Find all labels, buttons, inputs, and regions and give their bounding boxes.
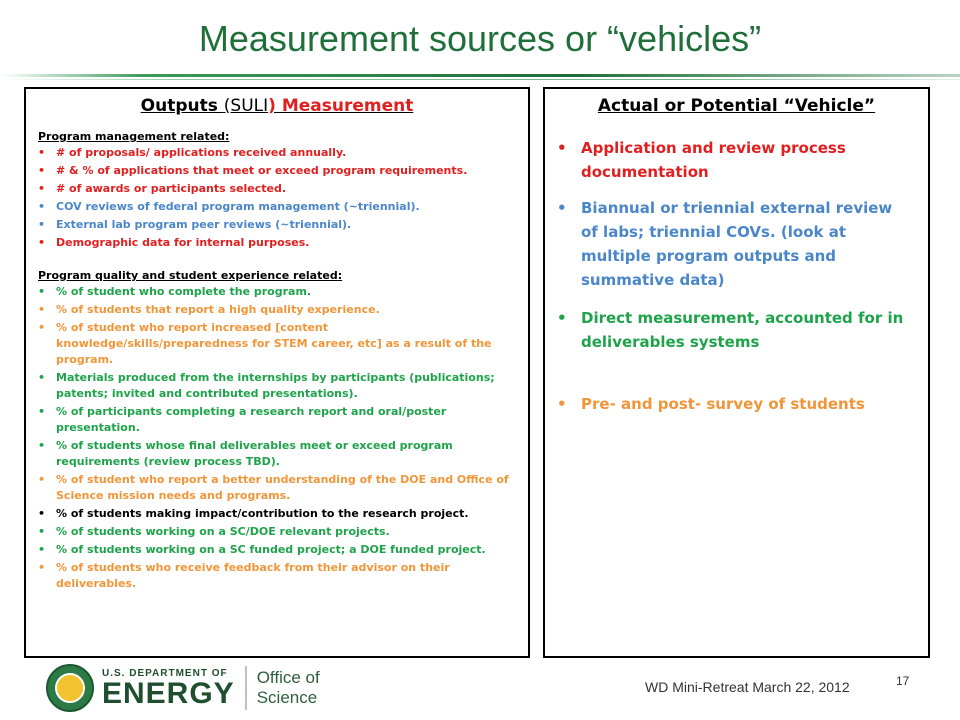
- list-item: • COV reviews of federal program management (~triennial).: [38, 199, 518, 215]
- list-item: • % of students working on a SC/DOE relevant projects.: [38, 524, 518, 540]
- outputs-title-suli: (SULI: [223, 96, 269, 116]
- doe-logo: [46, 664, 320, 712]
- list-item: • % of student who complete the program.: [38, 284, 518, 300]
- list-item: • # of awards or participants selected.: [38, 181, 518, 197]
- page-number: 17: [896, 674, 910, 688]
- list-item: • Materials produced from the internships by participants (publications; patents; invited and contributed presentations).: [38, 370, 518, 402]
- list-item: • % of students that report a high quality experience.: [38, 302, 518, 318]
- doe-department-label: U.S. DEPARTMENT OF: [102, 667, 228, 679]
- title-divider: [0, 74, 960, 77]
- list-item: • Biannual or triennial external review of labs; triennial COVs. (look at multiple program outputs and summative data): [557, 196, 914, 292]
- outputs-panel-title: [26, 96, 528, 116]
- logo-divider: [245, 666, 247, 710]
- program-quality-list: [38, 284, 518, 592]
- list-item: • External lab program peer reviews (~triennial).: [38, 217, 518, 233]
- outputs-title-measurement: ) Measurement: [268, 96, 414, 116]
- office-line-1: Office of: [256, 668, 320, 687]
- list-item: • Demographic data for internal purposes.: [38, 235, 518, 251]
- section-heading-program-quality: Program quality and student experience related:: [38, 269, 343, 282]
- vehicle-list: [557, 136, 914, 416]
- section-heading-program-management: Program management related:: [38, 130, 230, 143]
- list-item: • % of students who receive feedback from their advisor on their deliverables.: [38, 560, 518, 592]
- program-management-list: [38, 145, 518, 251]
- vehicle-panel: [543, 87, 930, 658]
- slide-title: Measurement sources or “vehicles”: [198, 18, 762, 59]
- doe-wordmark: [102, 668, 235, 709]
- title-divider-thin: [0, 79, 960, 80]
- event-caption: WD Mini-Retreat March 22, 2012: [645, 679, 850, 695]
- list-item: • % of participants completing a research report and oral/poster presentation.: [38, 404, 518, 436]
- outputs-panel: [24, 87, 530, 658]
- list-item: • % of students working on a SC funded project; a DOE funded project.: [38, 542, 518, 558]
- outputs-title-word: Outputs: [140, 96, 224, 116]
- office-of-science-label: [257, 668, 320, 708]
- list-item: • % of students making impact/contribution to the research project.: [38, 506, 518, 522]
- list-item: • Application and review process documentation: [557, 136, 914, 184]
- list-item: • % of student who report increased [content knowledge/skills/preparedness for STEM career, etc] as a result of the program.: [38, 320, 518, 368]
- office-line-2: Science: [256, 688, 318, 707]
- list-item: • Pre- and post- survey of students: [557, 392, 914, 416]
- doe-energy-label: ENERGY: [102, 676, 235, 710]
- list-item: • % of students whose final deliverables meet or exceed program requirements (review process TBD).: [38, 438, 518, 470]
- doe-seal-icon: [46, 664, 94, 712]
- list-item: • # & % of applications that meet or exceed program requirements.: [38, 163, 518, 179]
- list-item: • % of student who report a better understanding of the DOE and Office of Science mission needs and programs.: [38, 472, 518, 504]
- list-item: • # of proposals/ applications received annually.: [38, 145, 518, 161]
- vehicle-panel-title: Actual or Potential “Vehicle”: [597, 96, 876, 116]
- list-item: • Direct measurement, accounted for in deliverables systems: [557, 306, 914, 354]
